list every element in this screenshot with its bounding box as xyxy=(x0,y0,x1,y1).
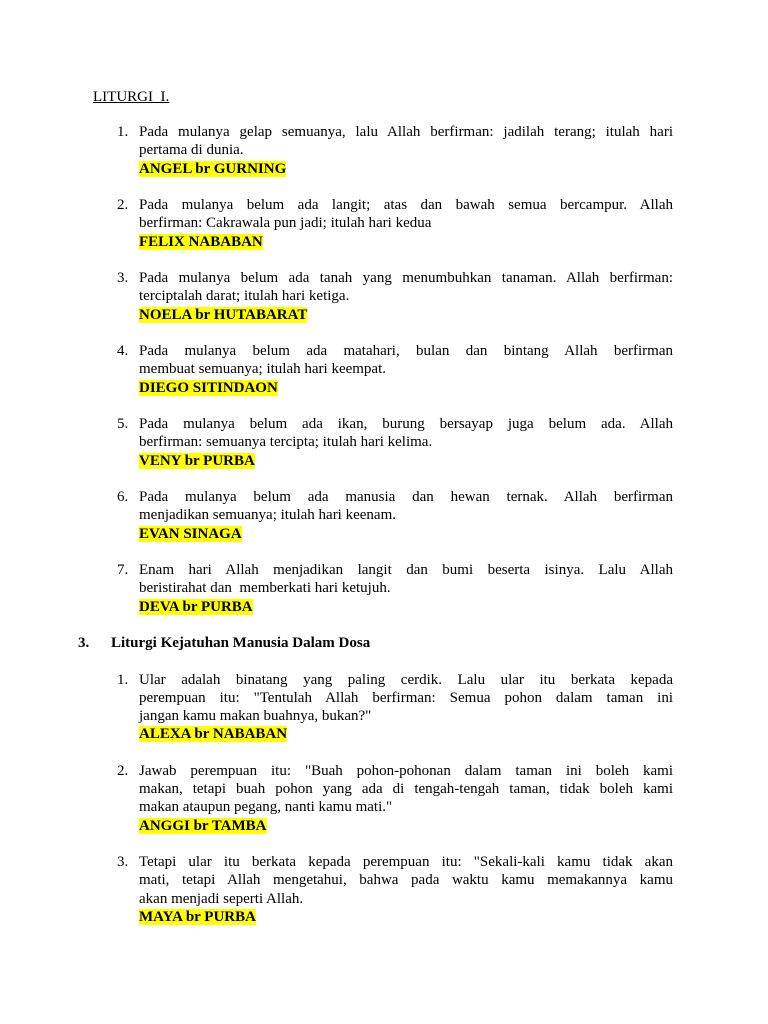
reader-name: ANGGI br TAMBA xyxy=(139,817,267,834)
item-text-line: Pada mulanya belum ada langit; atas dan bawah semua bercampur. Allah xyxy=(139,197,673,213)
liturgy-fall-heading xyxy=(78,634,768,652)
reader-name: ANGEL br GURNING xyxy=(139,160,287,177)
reader-name: EVAN SINAGA xyxy=(139,525,242,542)
item-text-line: berfirman: semuanya tercipta; itulah hari kelima. xyxy=(139,434,433,451)
item-number: 2. xyxy=(117,762,129,779)
item-text-line: Tetapi ular itu berkata kepada perempuan itu: "Sekali-kali kamu tidak akan xyxy=(139,854,673,870)
item-number: 6. xyxy=(117,489,129,505)
document-content xyxy=(0,88,768,944)
liturgy-item xyxy=(117,853,673,926)
item-number: 7. xyxy=(117,562,129,578)
item-text-line: Pada mulanya belum ada ikan, burung bersayap juga belum ada. Allah xyxy=(139,416,673,432)
item-text-line: berfirman: Cakrawala pun jadi; itulah hari kedua xyxy=(139,215,432,232)
liturgy-item xyxy=(117,415,673,470)
item-number: 4. xyxy=(117,343,129,359)
reader-name: FELIX NABABAN xyxy=(139,233,263,250)
item-text-line: pertama di dunia. xyxy=(139,142,244,159)
item-text-line: Pada mulanya belum ada manusia dan hewan ternak. Allah berfirman xyxy=(139,489,673,505)
item-text-line: makan, tetapi buah pohon yang ada di tengah-tengah taman, tidak boleh kami xyxy=(139,781,673,797)
item-number: 3. xyxy=(117,270,129,286)
liturgy-1-heading xyxy=(93,88,768,106)
section-title: Liturgi Kejatuhan Manusia Dalam Dosa xyxy=(111,635,371,651)
item-text-line: perempuan itu: "Tentulah Allah berfirman: Semua pohon dalam taman ini xyxy=(139,689,673,706)
reader-name: MAYA br PURBA xyxy=(139,908,256,925)
item-text-line: menjadikan semuanya; itulah hari keenam. xyxy=(139,507,396,524)
section-number: 3. xyxy=(78,635,90,651)
liturgy-item xyxy=(117,269,673,324)
liturgy-item xyxy=(117,671,673,744)
item-text-line: makan ataupun pegang, nanti kamu mati." xyxy=(139,799,393,816)
item-text-line: Ular adalah binatang yang paling cerdik. Lalu ular itu berkata kepada xyxy=(139,671,673,688)
liturgy-1-title: LITURGI I. xyxy=(93,89,170,105)
liturgy-item xyxy=(117,342,673,397)
item-number: 1. xyxy=(117,124,129,140)
liturgy-item xyxy=(117,196,673,251)
item-number: 5. xyxy=(117,416,129,432)
item-text-line: Pada mulanya belum ada matahari, bulan dan bintang Allah berfirman xyxy=(139,343,673,359)
item-text-line: jangan kamu makan buahnya, bukan?" xyxy=(139,708,372,724)
item-text-line: akan menjadi seperti Allah. xyxy=(139,890,304,907)
item-number: 1. xyxy=(117,671,129,688)
reader-name: ALEXA br NABABAN xyxy=(139,726,288,743)
liturgy-item xyxy=(117,762,673,835)
item-text-line: Jawab perempuan itu: "Buah pohon-pohonan dalam taman ini boleh kami xyxy=(139,762,673,779)
item-number: 3. xyxy=(117,854,129,870)
item-text-line: terciptalah darat; itulah hari ketiga. xyxy=(139,288,350,305)
liturgy-item xyxy=(117,488,673,543)
item-text-line: Enam hari Allah menjadikan langit dan bumi beserta isinya. Lalu Allah xyxy=(139,562,673,578)
item-number: 2. xyxy=(117,197,129,213)
reader-name: VENY br PURBA xyxy=(139,452,255,469)
liturgy-item xyxy=(117,123,673,178)
item-text-line: Pada mulanya gelap semuanya, lalu Allah berfirman: jadilah terang; itulah hari xyxy=(139,124,673,140)
reader-name: DEVA br PURBA xyxy=(139,598,253,615)
liturgy-item xyxy=(117,561,673,616)
item-text-line: beristirahat dan memberkati hari ketujuh. xyxy=(139,580,391,597)
item-text-line: membuat semuanya; itulah hari keempat. xyxy=(139,361,387,378)
reader-name: NOELA br HUTABARAT xyxy=(139,306,308,323)
reader-name: DIEGO SITINDAON xyxy=(139,379,278,396)
item-text-line: mati, tetapi Allah mengetahui, bahwa pada waktu kamu memakannya kamu xyxy=(139,872,673,889)
item-text-line: Pada mulanya belum ada tanah yang menumbuhkan tanaman. Allah berfirman: xyxy=(139,270,673,286)
